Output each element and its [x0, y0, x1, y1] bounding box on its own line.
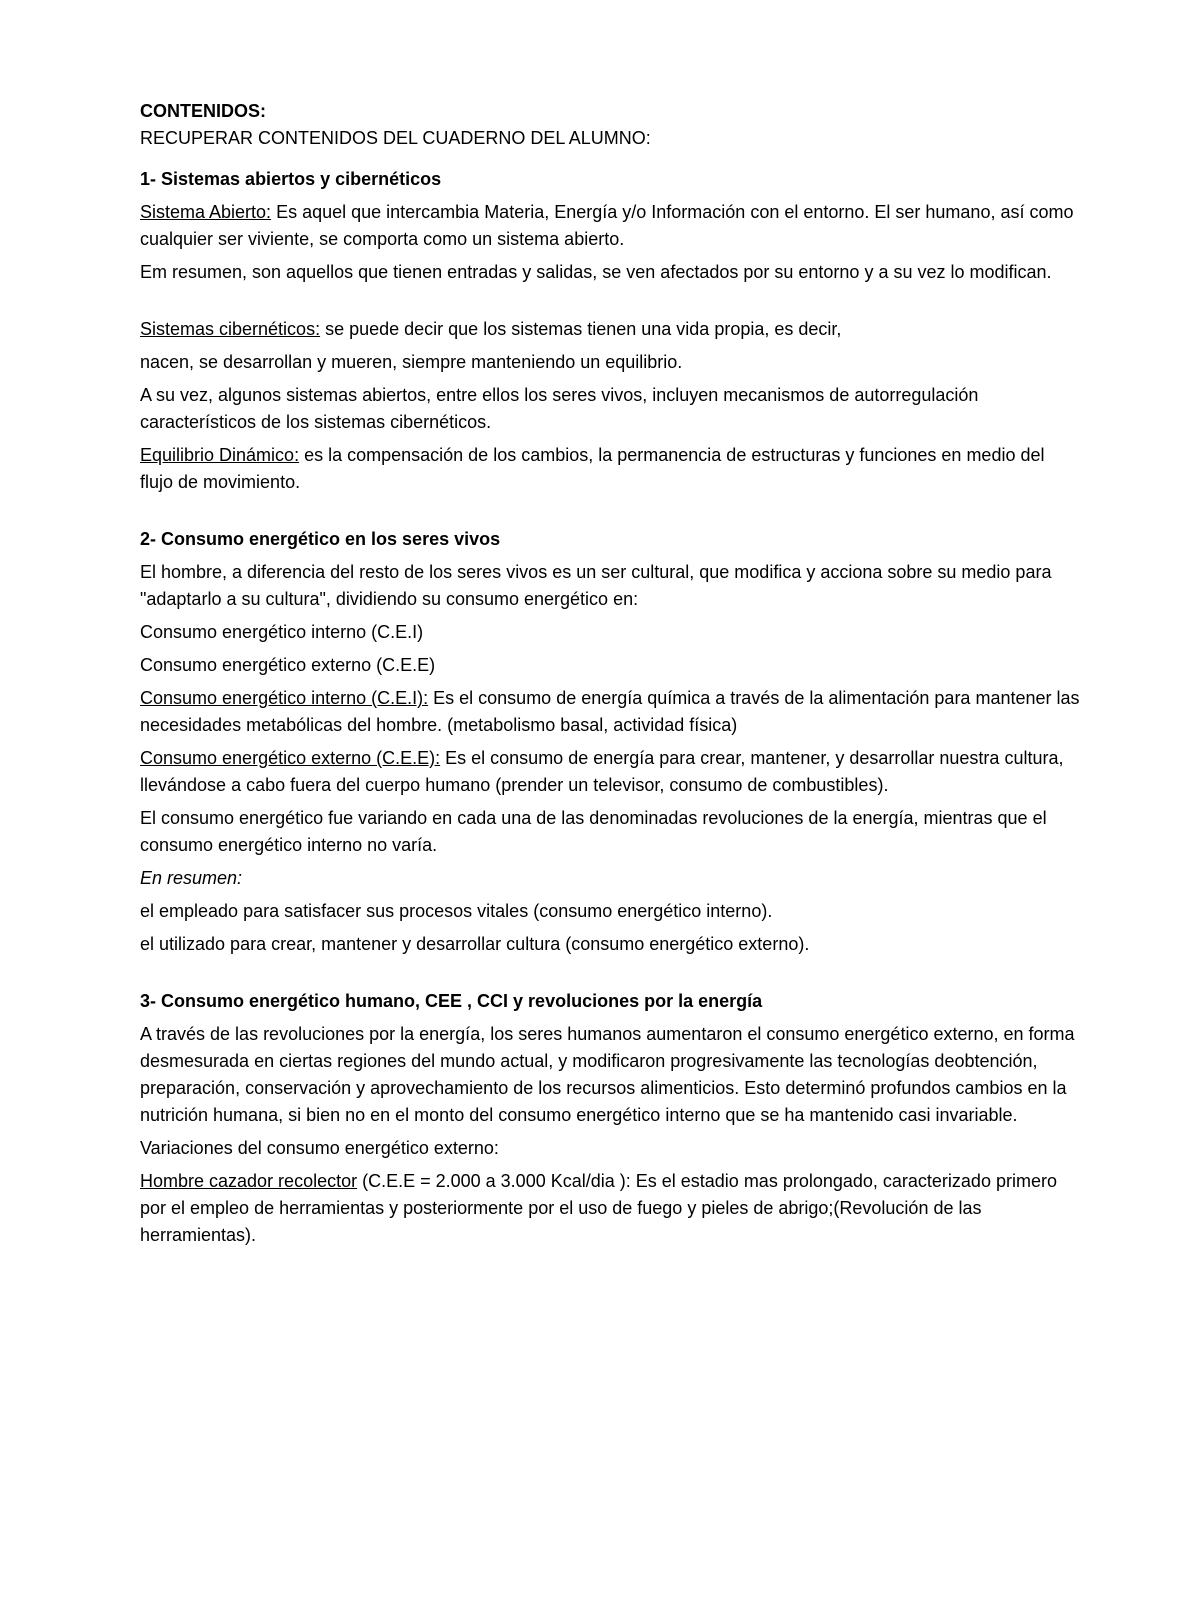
variations-label: Variaciones del consumo energético externo: — [140, 1138, 499, 1158]
cei-paragraph — [140, 685, 1080, 739]
open-system-term: Sistema Abierto: — [140, 202, 272, 222]
cyber-system-line-2: nacen, se desarrollan y mueren, siempre manteniendo un equilibrio. — [140, 352, 683, 372]
hunter-definition: (C.E.E = 2.000 a 3.000 Kcal/dia ): Es el estadio mas prolongado, caracterizado primero por el empleo de herramientas y posteriormente por el uso de fuego y pieles de abrigo;(Revolución de las herramientas). — [140, 1171, 1057, 1245]
cyber-system-line-3: A su vez, algunos sistemas abiertos, entre ellos los seres vivos, incluyen mecanismos de autorregulación característicos de los sistemas cibernéticos. — [140, 385, 979, 432]
cee-term: Consumo energético externo (C.E.E): — [140, 748, 441, 768]
open-system-definition: Es aquel que intercambia Materia, Energía y/o Información con el entorno. El ser humano, así como cualquier ser viviente, se comporta como un sistema abierto. — [140, 202, 1074, 249]
variation-paragraph: El consumo energético fue variando en cada una de las denominadas revoluciones de la energía, mientras que el consumo energético interno no varía. — [140, 808, 1047, 855]
spacer — [140, 502, 1080, 526]
summary-line-2: el utilizado para crear, mantener y desarrollar cultura (consumo energético externo). — [140, 934, 810, 954]
spacer — [140, 292, 1080, 316]
dynamic-equilibrium-term: Equilibrio Dinámico: — [140, 445, 300, 465]
external-consumption-item: Consumo energético externo (C.E.E) — [140, 655, 436, 675]
hunter-paragraph — [140, 1168, 1080, 1249]
section-1-heading: 1- Sistemas abiertos y cibernéticos — [140, 169, 442, 189]
internal-consumption-item: Consumo energético interno (C.E.I) — [140, 622, 424, 642]
cei-term: Consumo energético interno (C.E.I): — [140, 688, 429, 708]
spacer — [140, 152, 1080, 166]
cyber-system-paragraph — [140, 316, 1080, 343]
section-3-heading: 3- Consumo energético humano, CEE , CCI y revoluciones por la energía — [140, 991, 763, 1011]
cee-paragraph — [140, 745, 1080, 799]
cee-definition: Es el consumo de energía para crear, mantener, y desarrollar nuestra cultura, llevándose a cabo fuera del cuerpo humano (prender un televisor, consumo de combustibles). — [140, 748, 1064, 795]
document-page — [140, 98, 1080, 1255]
hunter-term: Hombre cazador recolector — [140, 1171, 358, 1191]
dynamic-equilibrium-paragraph — [140, 442, 1080, 496]
document-subtitle: RECUPERAR CONTENIDOS DEL CUADERNO DEL ALUMNO: — [140, 128, 651, 148]
open-system-paragraph — [140, 199, 1080, 253]
summary-label: En resumen: — [140, 868, 243, 888]
cyber-system-definition: se puede decir que los sistemas tienen una vida propia, es decir, — [320, 319, 842, 339]
dynamic-equilibrium-definition: es la compensación de los cambios, la permanencia de estructuras y funciones en medio del flujo de movimiento. — [140, 445, 1045, 492]
cei-definition: Es el consumo de energía química a través de la alimentación para mantener las necesidades metabólicas del hombre. (metabolismo basal, actividad física) — [140, 688, 1080, 735]
section-2-heading: 2- Consumo energético en los seres vivos — [140, 529, 501, 549]
open-system-summary: Em resumen, son aquellos que tienen entradas y salidas, se ven afectados por su entorno y a su vez lo modifican. — [140, 262, 1052, 282]
section-2-intro: El hombre, a diferencia del resto de los seres vivos es un ser cultural, que modifica y acciona sobre su medio para "adaptarlo a su cultura", dividiendo su consumo energético en: — [140, 562, 1052, 609]
spacer — [140, 964, 1080, 988]
summary-line-1: el empleado para satisfacer sus procesos vitales (consumo energético interno). — [140, 901, 773, 921]
cyber-system-term: Sistemas cibernéticos: — [140, 319, 321, 339]
section-3-intro: A través de las revoluciones por la energía, los seres humanos aumentaron el consumo energético externo, en forma desmesurada en ciertas regiones del mundo actual, y modificaron progresivamente las tecnologías deobtención, preparación, conservación y aprovechamiento de los recursos alimenticios. Esto determinó profundos cambios en la nutrición humana, si bien no en el monto del consumo energético interno que se ha mantenido casi invariable. — [140, 1024, 1075, 1125]
document-title: CONTENIDOS: — [140, 101, 266, 121]
